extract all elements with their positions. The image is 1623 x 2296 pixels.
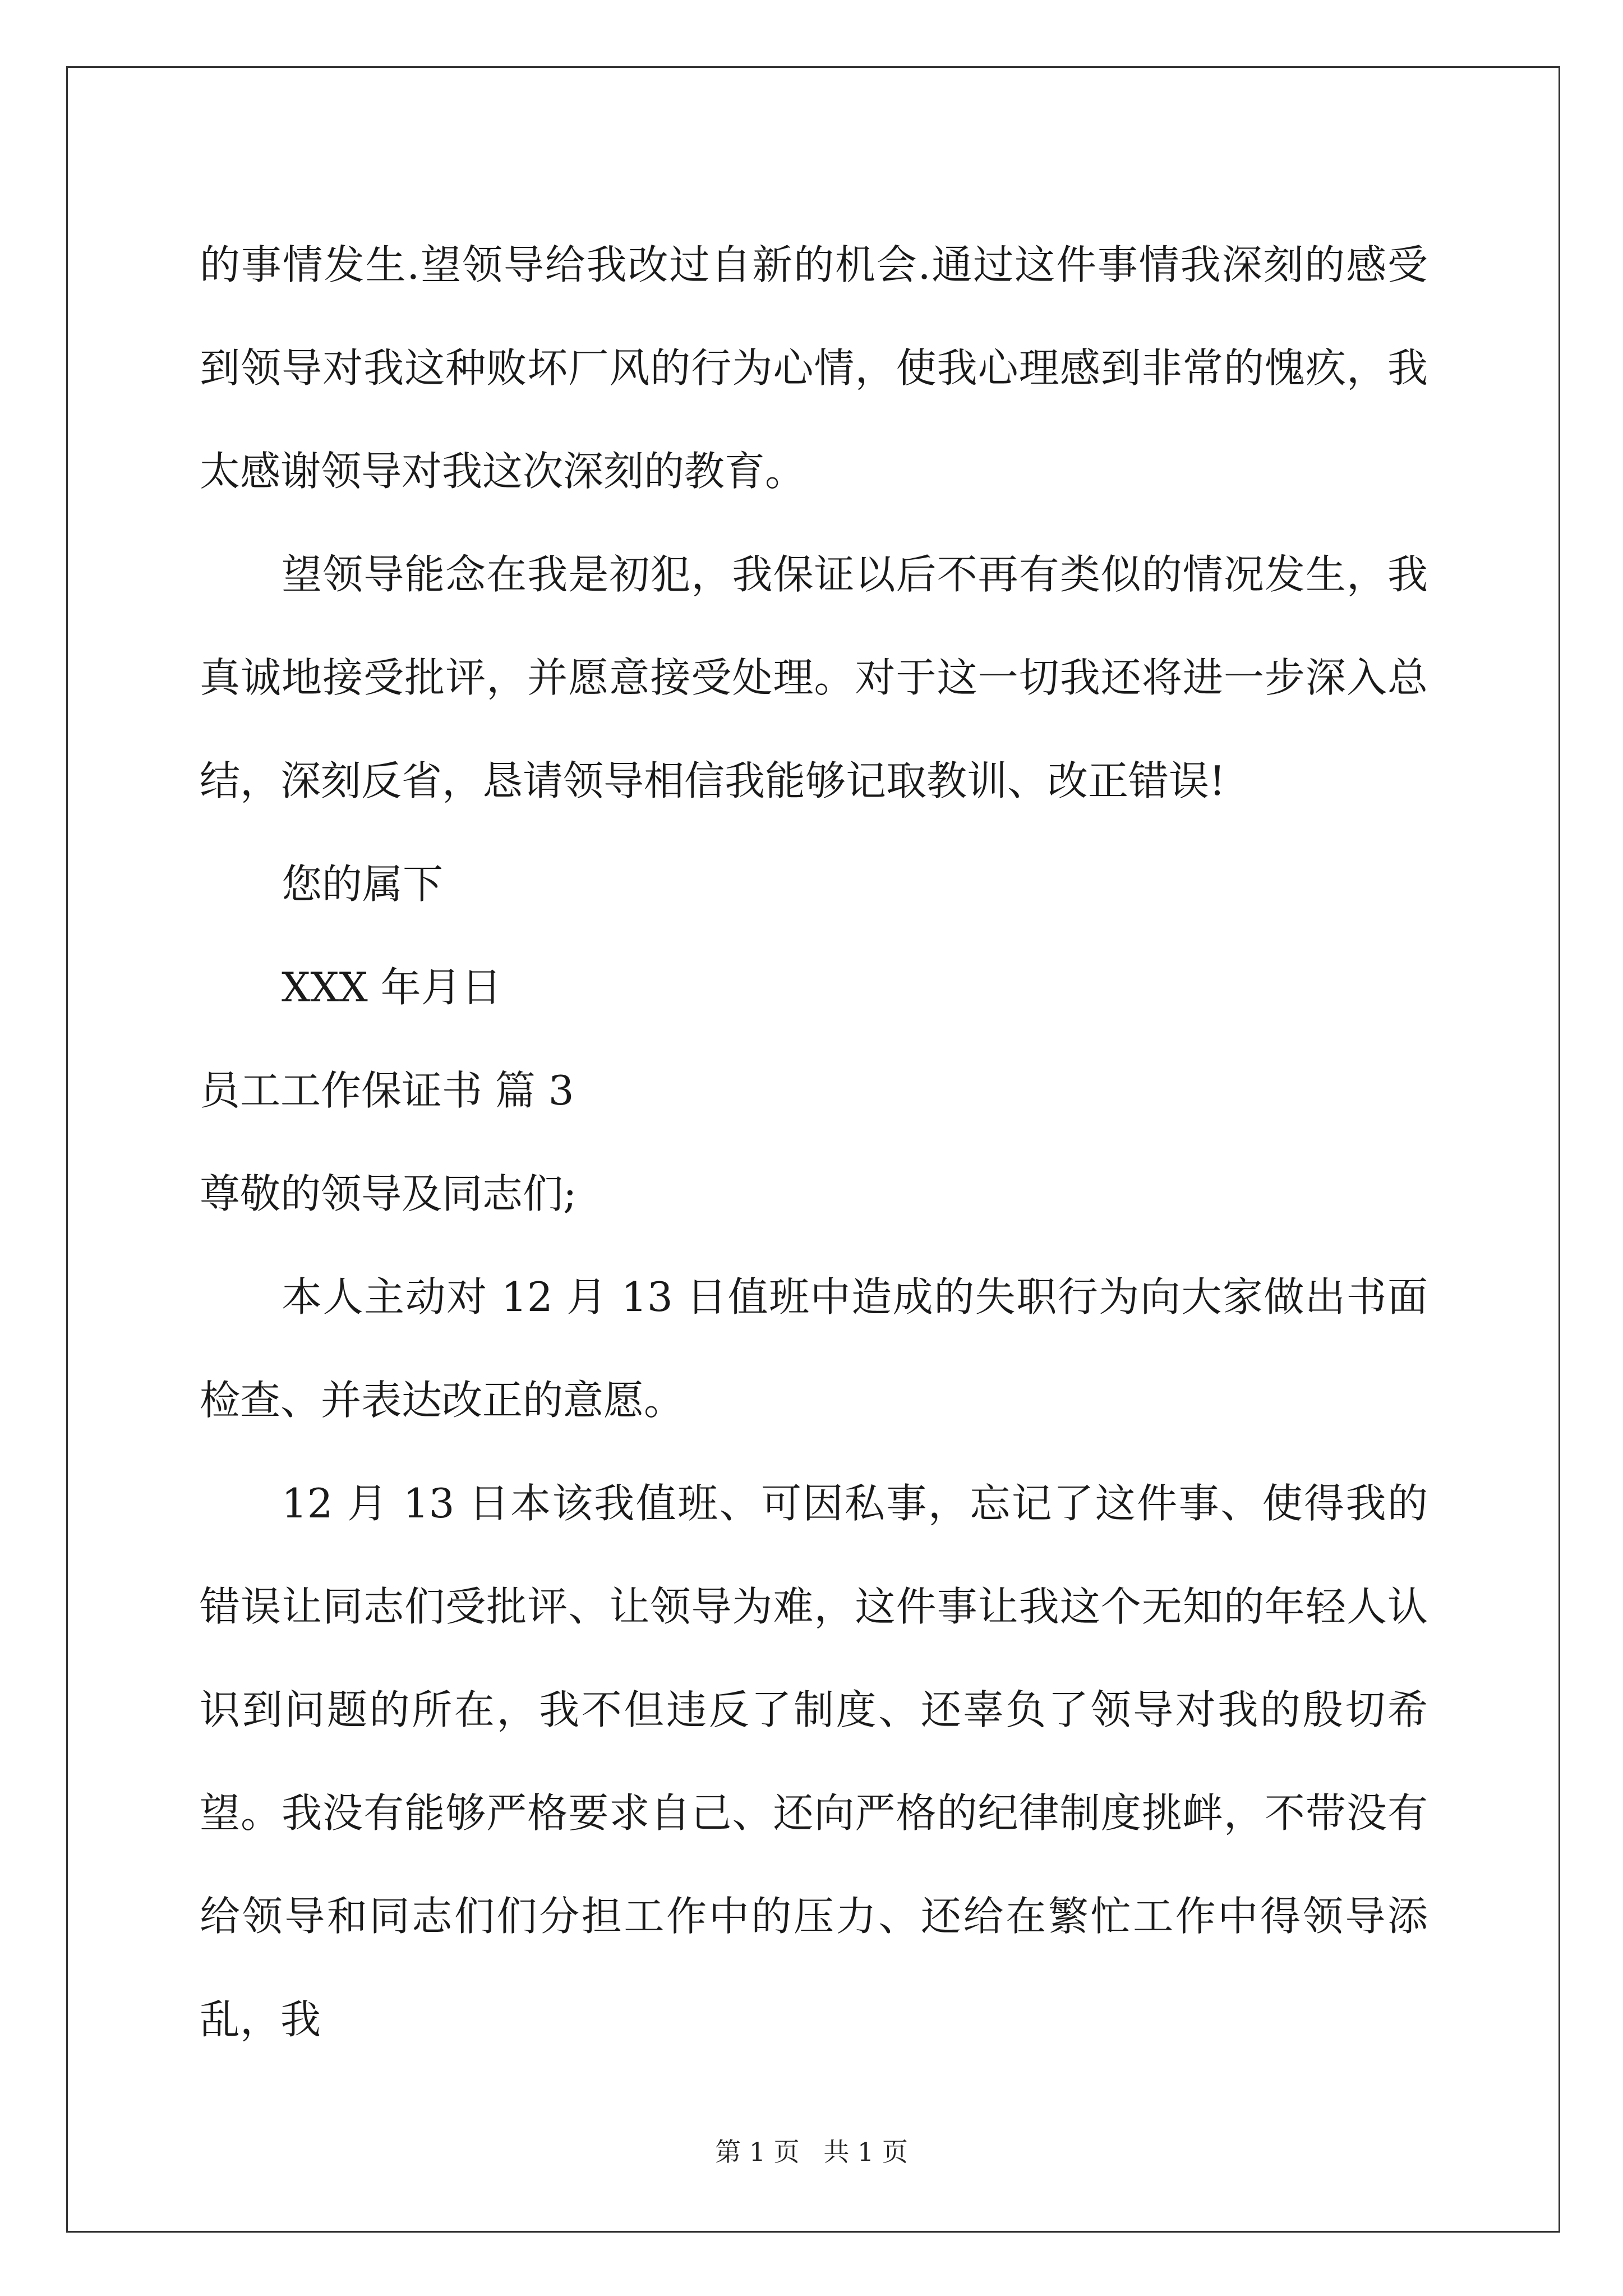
document-body xyxy=(200,213,1428,2071)
signature-line: 您的属下 xyxy=(282,861,444,908)
paragraph-2: 望领导能念在我是初犯，我保证以后不再有类似的情况发生，我真诚地接受批评，并愿意接受处理。对于这一切我还将进一步深入总结，深刻反省，恳请领导相信我能够记取教训、改正错误! xyxy=(200,551,1428,804)
page-number: 第 1 页 xyxy=(715,2137,800,2167)
page-total: 共 1 页 xyxy=(823,2137,908,2167)
salutation: 尊敬的领导及同志们; xyxy=(200,1170,577,1217)
paragraph-4: 12 月 13 日本该我值班、可因私事，忘记了这件事、使得我的错误让同志们受批评、让领导为难，这件事让我这个无知的年轻人认识到问题的所在，我不但违反了制度、还辜负了领导对我的殷切希望。我没有能够严格要求自己、还向严格的纪律制度挑衅，不带没有给领导和同志们们分担工作中的压力、还给在繁忙工作中得领导添乱，我 xyxy=(200,1480,1428,2043)
page-footer xyxy=(0,2135,1623,2169)
paragraph-3: 本人主动对 12 月 13 日值班中造成的失职行为向大家做出书面检查、并表达改正的意愿。 xyxy=(200,1273,1428,1424)
section-heading: 员工工作保证书 篇 3 xyxy=(200,1067,574,1114)
date-line: XXX 年月日 xyxy=(282,964,502,1011)
paragraph-1: 的事情发生.望领导给我改过自新的机会.通过这件事情我深刻的感受到领导对我这种败坏厂风的行为心情，使我心理感到非常的愧疚，我太感谢领导对我这次深刻的教育。 xyxy=(200,241,1428,495)
